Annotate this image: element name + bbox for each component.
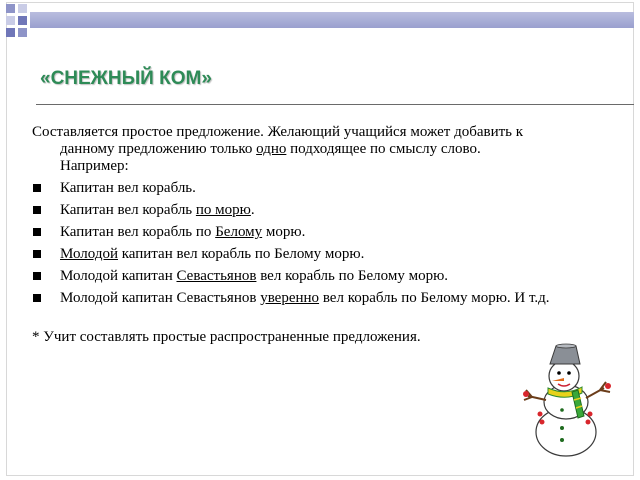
list-item [32, 246, 552, 263]
bullet-icon [33, 294, 41, 302]
example-underlined: Севастьянов [176, 268, 257, 284]
example-text-after: капитан вел корабль по Белому морю. [117, 246, 365, 262]
example-text: Капитан вел корабль [60, 202, 196, 218]
slide-body [32, 124, 552, 346]
intro-text-before: Составляется простое предложение. Желающий учащийся может добавить к данному предложению только [32, 124, 524, 157]
list-item [32, 224, 552, 241]
example-text: Молодой капитан [60, 268, 177, 284]
bullet-icon [33, 228, 41, 236]
bullet-icon [33, 272, 41, 280]
example-text-after: вел корабль по Белому морю. И т.д. [319, 290, 550, 306]
example-underlined: Молодой [60, 246, 118, 262]
bullet-icon [33, 250, 41, 258]
example-text: Молодой капитан Севастьянов [60, 290, 261, 306]
intro-text-after: подходящее по смыслу слово. Например: [60, 141, 481, 174]
intro-underlined-word: одно [256, 141, 287, 157]
example-underlined: уверенно [260, 290, 320, 306]
example-underlined: Белому [215, 224, 263, 240]
list-item [32, 180, 552, 197]
bullet-icon [33, 206, 41, 214]
list-item [32, 202, 552, 219]
bullet-icon [33, 184, 41, 192]
intro-paragraph [32, 124, 552, 175]
title-divider [36, 104, 634, 105]
list-item [32, 268, 552, 285]
snowman-icon [518, 340, 618, 460]
page-title: «СНЕЖНЫЙ КОМ» [40, 68, 212, 89]
note-text: * Учит составлять простые распространенные предложения. [32, 329, 421, 345]
list-item [32, 290, 552, 307]
example-text: Капитан вел корабль по [60, 224, 216, 240]
example-text-after: вел корабль по Белому морю. [256, 268, 449, 284]
top-bar [30, 12, 634, 28]
example-text: Капитан вел корабль. [60, 180, 196, 196]
example-underlined: по морю [195, 202, 251, 218]
example-text-after: . [250, 202, 255, 218]
example-text-after: морю. [262, 224, 306, 240]
examples-list [32, 180, 552, 307]
